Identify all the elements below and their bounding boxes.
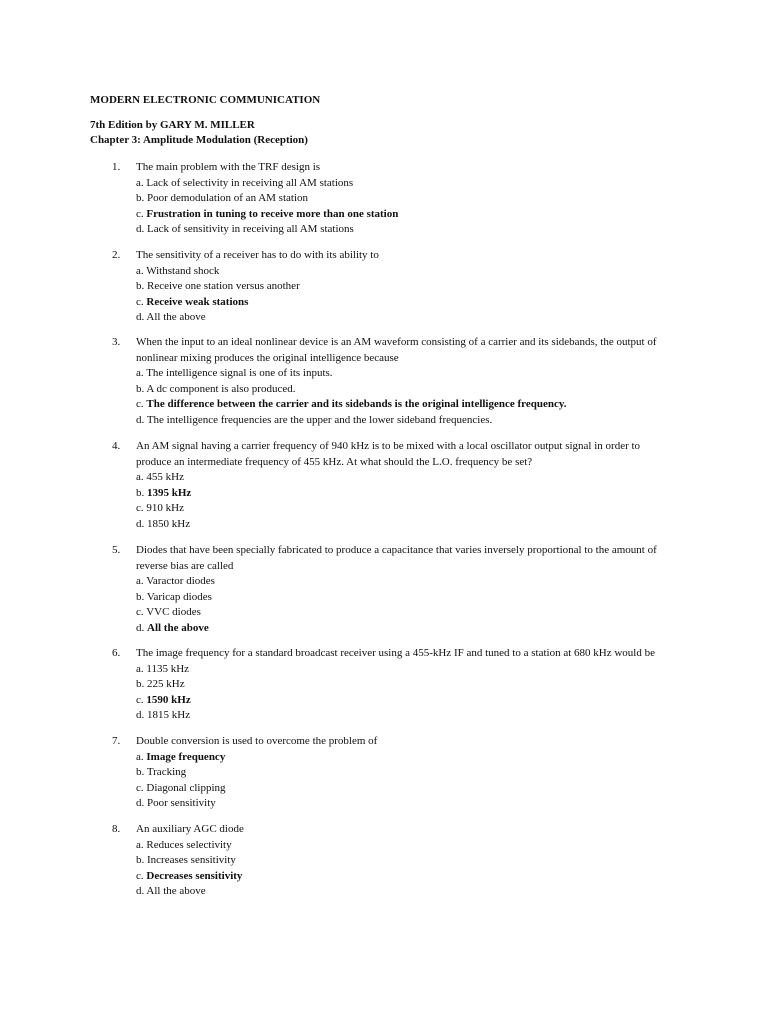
option-letter: c. — [136, 398, 147, 410]
answer-option — [136, 222, 672, 238]
question-text: The sensitivity of a receiver has to do with its ability to — [136, 249, 379, 261]
question-body — [136, 734, 672, 812]
option-text: 1135 kHz — [146, 662, 190, 675]
option-text: Varactor diodes — [146, 575, 215, 587]
option-text: Diagonal clipping — [146, 781, 226, 794]
answer-option — [136, 781, 672, 797]
option-text: 1590 kHz — [146, 693, 191, 706]
option-text: 1850 kHz — [147, 517, 191, 530]
answer-option — [136, 796, 672, 812]
question-text: The image frequency for a standard broadcast receiver using a 455-kHz IF and tuned to a station at 680 kHz would be — [136, 647, 655, 659]
answer-option-correct — [136, 869, 672, 885]
answer-option-correct — [136, 750, 672, 766]
option-letter: a. — [136, 471, 147, 483]
option-text: Frustration in tuning to receive more than one station — [146, 207, 399, 220]
question-number: 6. — [112, 647, 121, 659]
answer-option — [136, 765, 672, 781]
question-number: 5. — [112, 544, 121, 556]
answer-option — [136, 590, 672, 606]
question-text: An auxiliary AGC diode — [136, 823, 244, 835]
question-text: Diodes that have been specially fabricated to produce a capacitance that varies inversely proportional to the amount of reverse bias are called — [136, 544, 657, 572]
option-letter: c. — [136, 781, 147, 794]
question-text: When the input to an ideal nonlinear device is an AM waveform consisting of a carrier and its sidebands, the output of nonlinear mixing produces the original intelligence because — [136, 336, 657, 364]
answer-option — [136, 574, 672, 590]
answer-option-correct — [136, 295, 672, 311]
answer-option — [136, 853, 672, 869]
question-number: 1. — [112, 161, 121, 173]
option-letter: c. — [136, 207, 147, 220]
question-number: 4. — [112, 440, 121, 452]
option-text: Decreases sensitivity — [146, 869, 243, 882]
question-body — [136, 439, 672, 532]
answer-option-correct — [136, 207, 672, 223]
answer-option — [136, 264, 672, 280]
option-letter: c. — [136, 295, 147, 308]
answer-option-correct — [136, 397, 672, 413]
question-item — [112, 248, 672, 326]
question-text: An AM signal having a carrier frequency of 940 kHz is to be mixed with a local oscillator output signal in order to produce an intermediate frequency of 455 kHz. At what should the L.O. frequency be set? — [136, 440, 641, 468]
answer-option — [136, 366, 672, 382]
option-text: 1395 kHz — [147, 486, 192, 499]
question-number: 3. — [112, 336, 121, 348]
answer-option — [136, 517, 672, 533]
option-letter: d. — [136, 709, 147, 721]
option-letter: b. — [136, 382, 147, 395]
option-text: The intelligence signal is one of its inputs. — [146, 367, 333, 379]
option-text: 910 kHz — [146, 502, 184, 514]
answer-option — [136, 838, 672, 854]
question-body — [136, 335, 672, 428]
option-letter: d. — [136, 517, 147, 530]
option-letter: c. — [136, 869, 147, 882]
answer-option — [136, 310, 672, 326]
answer-option — [136, 176, 672, 192]
option-text: Receive one station versus another — [147, 280, 300, 292]
answer-option — [136, 279, 672, 295]
option-letter: d. — [136, 621, 147, 634]
option-letter: a. — [136, 662, 147, 675]
option-text: VVC diodes — [146, 606, 201, 618]
answer-option-correct — [136, 621, 672, 637]
answer-option — [136, 662, 672, 678]
option-letter: b. — [136, 280, 147, 292]
option-letter: c. — [136, 606, 147, 618]
answer-option — [136, 501, 672, 517]
answer-option — [136, 708, 672, 724]
option-letter: a. — [136, 838, 147, 851]
question-number: 8. — [112, 823, 121, 835]
option-text: Withstand shock — [146, 264, 220, 277]
option-text: All the above — [146, 885, 206, 897]
option-letter: a. — [136, 750, 147, 763]
answer-option — [136, 884, 672, 900]
option-text: Lack of sensitivity in receiving all AM stations — [147, 223, 354, 235]
question-body — [136, 822, 672, 900]
option-text: Increases sensitivity — [147, 854, 236, 866]
question-item — [112, 439, 672, 532]
option-letter: d. — [136, 797, 147, 809]
question-item — [112, 160, 672, 238]
question-item — [112, 822, 672, 900]
option-letter: a. — [136, 176, 147, 189]
option-letter: b. — [136, 192, 147, 204]
answer-option-correct — [136, 693, 672, 709]
option-letter: d. — [136, 413, 147, 426]
option-letter: b. — [136, 590, 147, 603]
question-body — [136, 646, 672, 724]
question-body — [136, 543, 672, 636]
option-text: Reduces selectivity — [146, 838, 232, 851]
option-letter: d. — [136, 223, 147, 235]
option-text: 1815 kHz — [147, 709, 191, 721]
option-letter: b. — [136, 678, 147, 690]
answer-option — [136, 470, 672, 486]
question-number: 7. — [112, 735, 121, 747]
option-text: Image frequency — [146, 750, 226, 763]
option-text: A dc component is also produced. — [146, 382, 296, 395]
question-body — [136, 248, 672, 326]
option-letter: b. — [136, 766, 147, 778]
question-body — [136, 160, 672, 238]
option-letter: b. — [136, 486, 147, 499]
answer-option — [136, 605, 672, 621]
question-item — [112, 543, 672, 636]
answer-option — [136, 191, 672, 207]
question-text: The main problem with the TRF design is — [136, 161, 321, 173]
answer-option — [136, 382, 672, 398]
option-letter: c. — [136, 502, 147, 514]
option-letter: b. — [136, 854, 147, 866]
question-number: 2. — [112, 249, 121, 261]
answer-option — [136, 413, 672, 429]
option-text: Tracking — [146, 766, 187, 778]
option-letter: d. — [136, 885, 147, 897]
answer-option — [136, 677, 672, 693]
option-text: Lack of selectivity in receiving all AM stations — [146, 176, 354, 189]
option-text: All the above — [146, 311, 206, 323]
option-letter: d. — [136, 311, 147, 323]
option-text: Poor sensitivity — [147, 797, 216, 809]
option-text: 225 kHz — [147, 678, 185, 690]
option-letter: c. — [136, 693, 147, 706]
edition-line: 7th Edition by GARY M. MILLER — [90, 119, 255, 131]
question-item — [112, 335, 672, 428]
option-letter: a. — [136, 264, 147, 277]
option-text: Receive weak stations — [146, 295, 249, 308]
document-title: MODERN ELECTRONIC COMMUNICATION — [90, 94, 321, 106]
option-text: The intelligence frequencies are the upper and the lower sideband frequencies. — [146, 413, 493, 426]
option-text: The difference between the carrier and its sidebands is the original intelligence frequency. — [146, 398, 567, 410]
option-letter: a. — [136, 575, 147, 587]
option-text: Poor demodulation of an AM station — [147, 192, 309, 204]
option-text: Varicap diodes — [146, 590, 212, 603]
question-item — [112, 646, 672, 724]
question-text: Double conversion is used to overcome the problem of — [136, 735, 378, 747]
chapter-heading: Chapter 3: Amplitude Modulation (Reception) — [90, 134, 308, 146]
option-letter: a. — [136, 367, 147, 379]
question-item — [112, 734, 672, 812]
option-text: All the above — [147, 621, 209, 634]
answer-option-correct — [136, 486, 672, 502]
option-text: 455 kHz — [146, 471, 184, 483]
